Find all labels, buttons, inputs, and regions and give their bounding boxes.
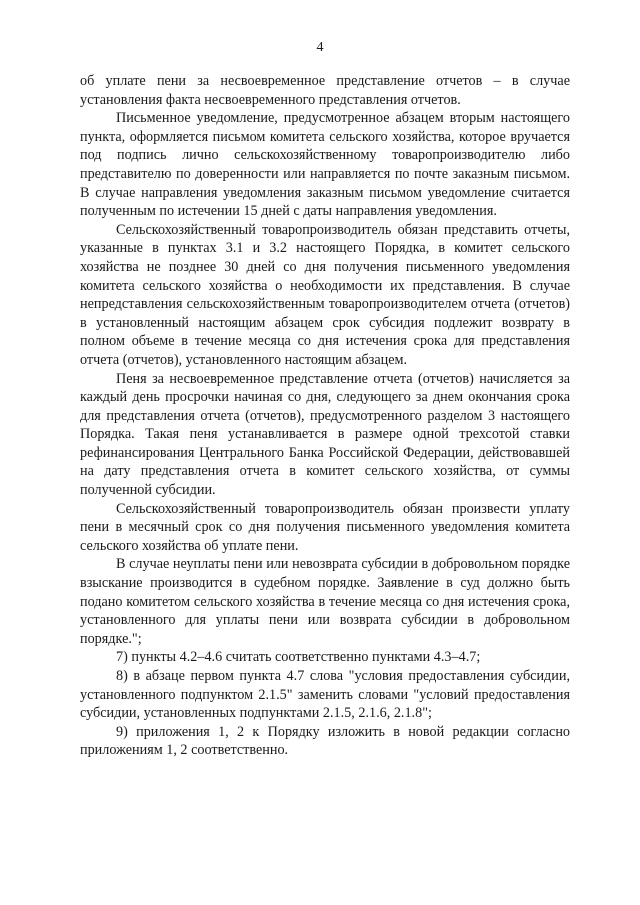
paragraph-notification: Письменное уведомление, предусмотренное абзацем вторым настоящего пункта, оформляется письмом комитета сельского хозяйства, которое вручается под подпись лично сельскохозяйственному товаропроизводителю либо представителю по доверенности или направляется по почте заказным письмом. В случае направления уведомления заказным письмом уведомление считается полученным по истечении 15 дней с даты направления уведомления. bbox=[80, 110, 570, 220]
list-item-9: 9) приложения 1, 2 к Порядку изложить в новой редакции согласно приложениям 1, 2 соответственно. bbox=[80, 723, 570, 759]
list-item-7: 7) пункты 4.2–4.6 считать соответственно пунктами 4.3–4.7; bbox=[116, 649, 481, 666]
paragraph-continuation: об уплате пени за несвоевременное представление отчетов – в случае установления факта несвоевременного представления отчетов. bbox=[80, 73, 570, 108]
list-item-8: 8) в абзаце первом пункта 4.7 слова "условия предоставления субсидии, установленного подпунктом 2.1.5" заменить словами "условий предоставления субсидии, установленных подпунктами 2.1.5, 2.1.6, 2.1.8"; bbox=[80, 668, 570, 722]
paragraph-reporting-obligation: Сельскохозяйственный товаропроизводитель обязан представить отчеты, указанные в пунктах 3.1 и 3.2 настоящего Порядка, в комитет сельского хозяйства не позднее 30 дней со дня получения письменного уведомления комитета сельского хозяйства о необходимости их представления. В случае непредставления сельскохозяйственным товаропроизводителем отчета (отчетов) в установленный настоящим абзацем срок субсидия подлежит возврату в полном объеме в течение месяца со дня истечения срока для представления отчета (отчетов), установленного настоящим абзацем. bbox=[80, 221, 570, 368]
paragraph-penalty: Пеня за несвоевременное представление отчета (отчетов) начисляется за каждый день просрочки начиная со дня, следующего за днем окончания срока для представления отчета (отчетов), предусмотренного разделом 3 настоящего Порядка. Такая пеня устанавливается в размере одной трехсотой ставки рефинансирования Центрального Банка Российской Федерации, действовавшей на дату представления отчета в комитет сельского хозяйства, от суммы полученной субсидии. bbox=[80, 370, 570, 499]
paragraph-court-recovery: В случае неуплаты пени или невозврата субсидии в добровольном порядке взыскание производится в судебном порядке. Заявление в суд должно быть подано комитетом сельского хозяйства в течение месяца со дня истечения срока, установленного для уплаты пени или возврата субсидии в добровольном порядке."; bbox=[80, 556, 570, 647]
paragraph-penalty-payment: Сельскохозяйственный товаропроизводитель обязан произвести уплату пени в месячный срок со дня получения письменного уведомления комитета сельского хозяйства об уплате пени. bbox=[80, 500, 570, 554]
document-body bbox=[80, 72, 570, 760]
page-number: 4 bbox=[316, 40, 324, 55]
